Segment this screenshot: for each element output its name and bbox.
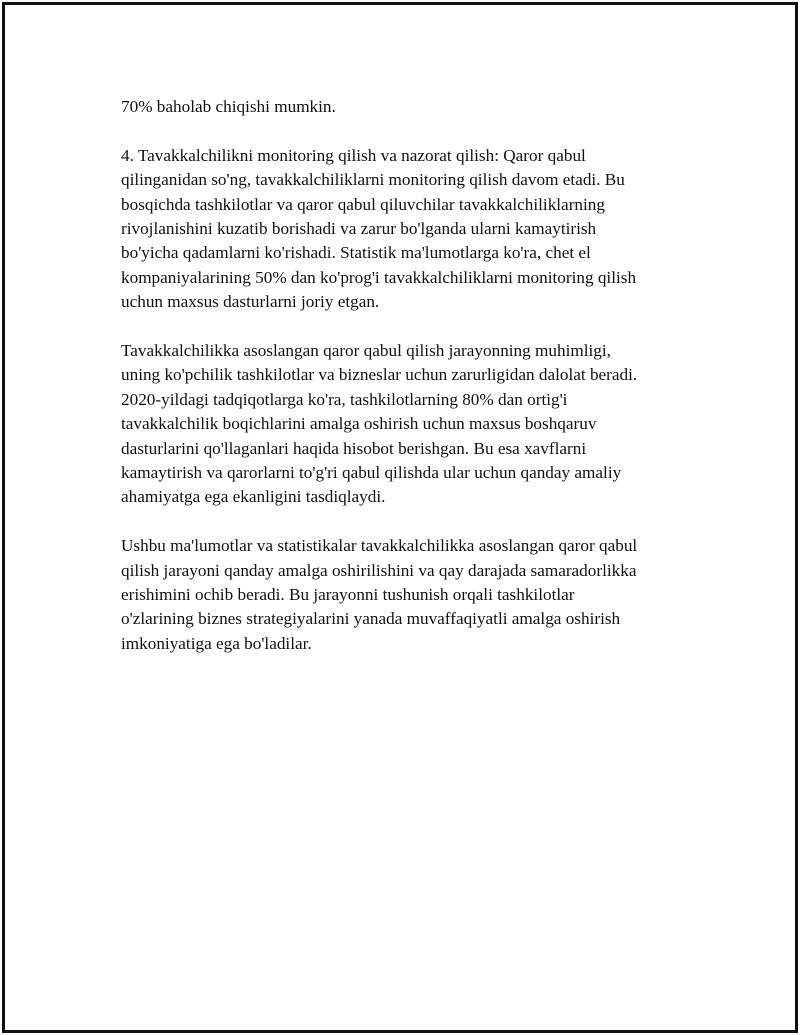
page-content — [121, 95, 681, 681]
paragraph-conclusion: Ushbu ma'lumotlar va statistikalar tavakkalchilikka asoslangan qaror qabul qilish jarayoni qanday amalga oshirilishini va qay darajada samaradorlikka erishimini ochib beradi. Bu jarayonni tushunish orqali tashkilotlar o'zlarining biznes strategiyalarini yanada muvaffaqiyatli amalga oshirish imkoniyatiga ega bo'ladilar. — [121, 536, 638, 653]
paragraph-importance: Tavakkalchilikka asoslangan qaror qabul qilish jarayonning muhimligi, uning ko'pchilik tashkilotlar va bizneslar uchun zarurligidan dalolat beradi. 2020-yildagi tadqiqotlarga ko'ra, tashkilotlarning 80% dan ortig'i tavakkalchilik boqichlarini amalga oshirish uchun maxsus boshqaruv dasturlarini qo'llaganlari haqida hisobot berishgan. Bu esa xavflarni kamaytirish va qarorlarni to'g'ri qabul qilishda ular uchun qanday amaliy ahamiyatga ega ekanligini tasdiqlaydi. — [121, 341, 638, 507]
page-frame — [2, 2, 798, 1033]
paragraph-monitoring: 4. Tavakkalchilikni monitoring qilish va nazorat qilish: Qaror qabul qilinganidan so'ng, tavakkalchiliklarni monitoring qilish davom etadi. Bu bosqichda tashkilotlar va qaror qabul qiluvchilar tavakkalchiliklarning rivojlanishini kuzatib borishadi va zarur bo'lganda ularni kamaytirish bo'yicha qadamlarni ko'rishadi. Statistik ma'lumotlarga ko'ra, chet el kompaniyalarining 50% dan ko'prog'i tavakkalchiliklarni monitoring qilish uchun maxsus dasturlarni joriy etgan. — [121, 145, 637, 312]
paragraph-continuation: 70% baholab chiqishi mumkin. — [121, 97, 336, 116]
